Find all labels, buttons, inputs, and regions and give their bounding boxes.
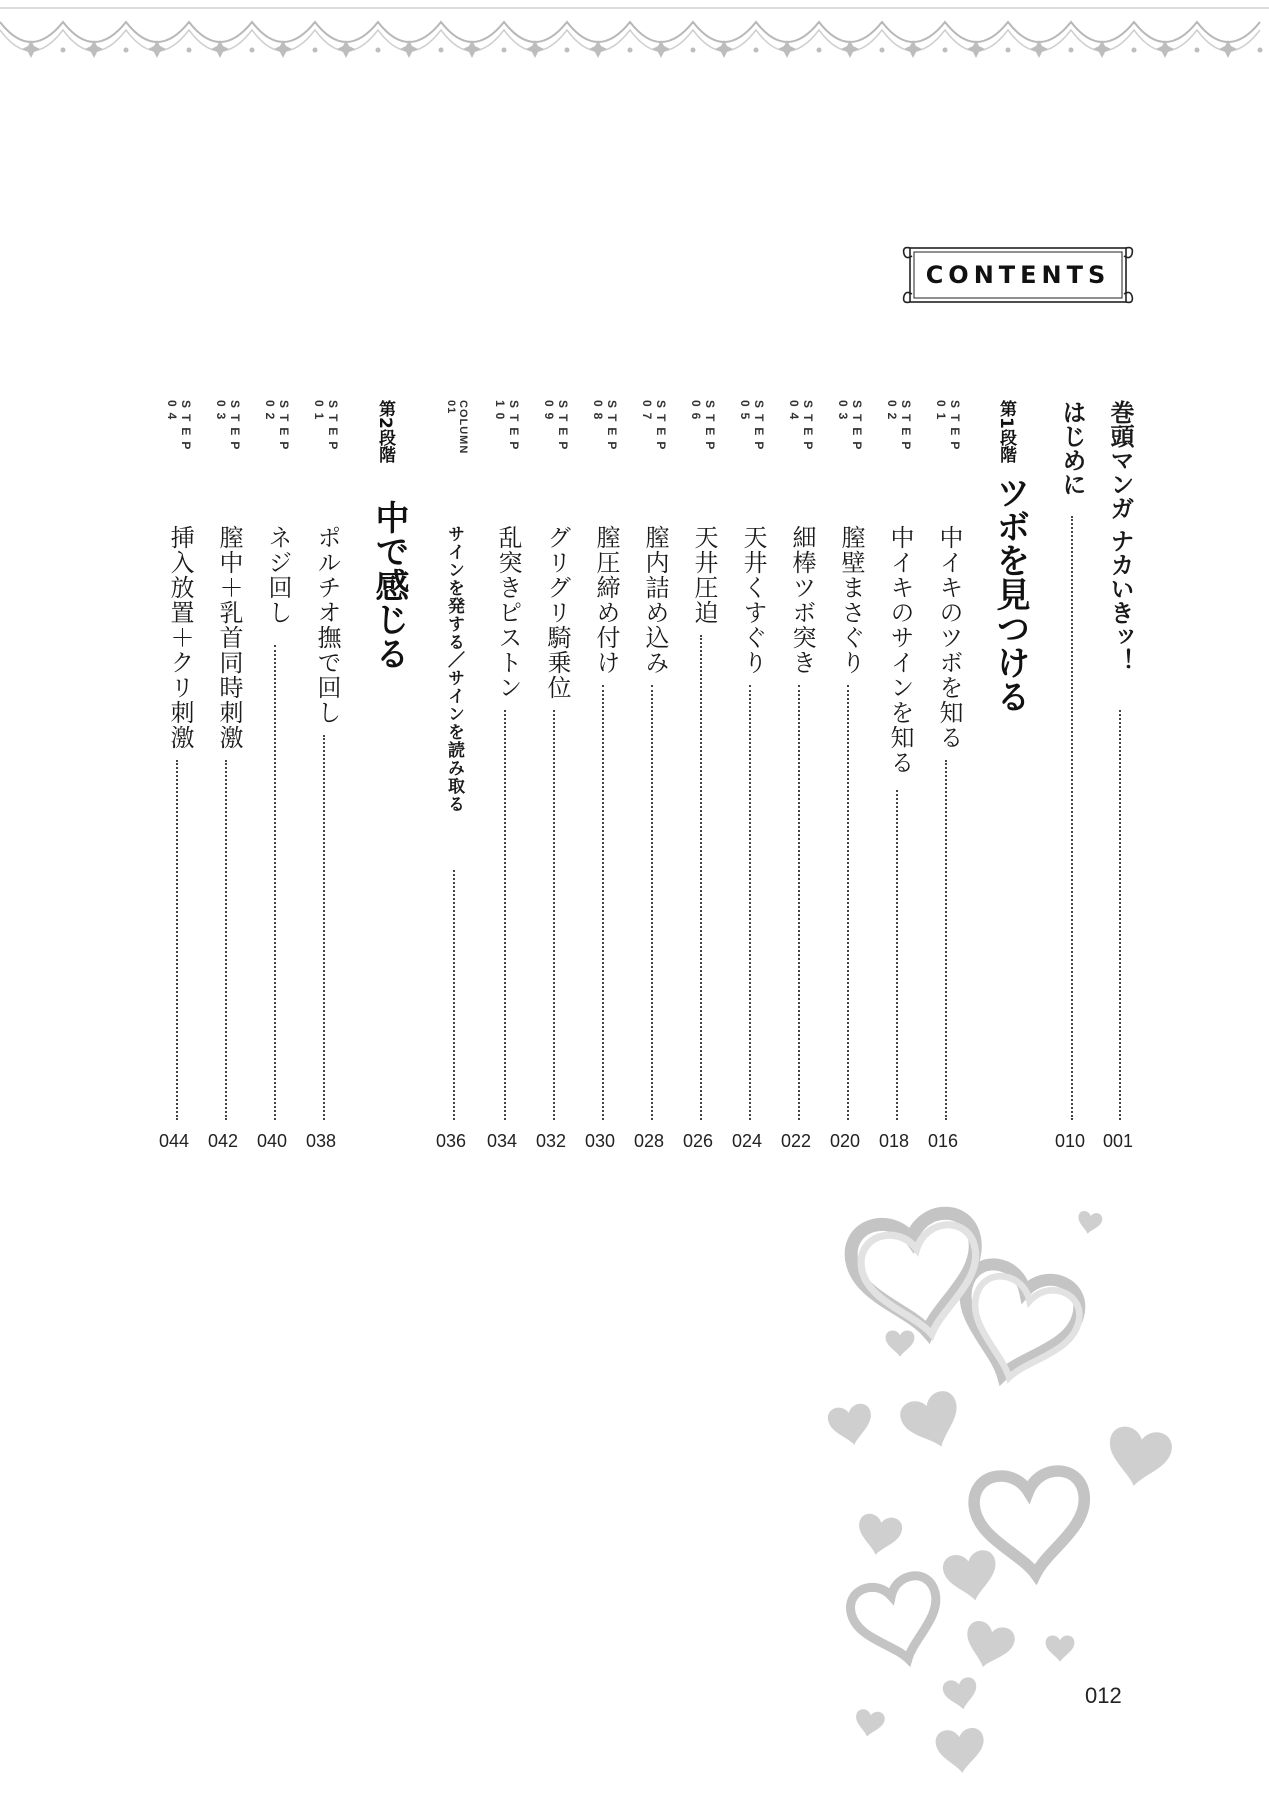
step-label: STEP 03 bbox=[836, 400, 864, 456]
step-label: STEP 02 bbox=[885, 400, 913, 456]
leader-dots bbox=[274, 645, 276, 1120]
toc-entry-page: 034 bbox=[487, 1131, 518, 1151]
leader-dots bbox=[651, 685, 653, 1120]
toc-entry-page: 042 bbox=[208, 1131, 239, 1151]
step-label: STEP 01 bbox=[312, 400, 340, 456]
step-label: STEP 07 bbox=[640, 400, 668, 456]
toc-entry-page: 022 bbox=[781, 1131, 812, 1151]
toc-entry-title: 細棒ツボ突き bbox=[788, 525, 816, 675]
step-label: STEP 04 bbox=[787, 400, 815, 456]
toc-entry-title: はじめに bbox=[1058, 400, 1086, 496]
decorative-top-border bbox=[0, 0, 1269, 80]
leader-dots bbox=[749, 685, 751, 1120]
toc-entry-title: 膣中＋乳首同時刺激 bbox=[215, 525, 243, 750]
section-2-title: 中で感じる bbox=[369, 500, 409, 670]
toc-entry-title: 巻頭マンガ ナカいきッ！ bbox=[1106, 400, 1134, 673]
toc-entry-page: 001 bbox=[1103, 1131, 1134, 1151]
step-label: STEP 09 bbox=[542, 400, 570, 456]
leader-dots bbox=[700, 635, 702, 1120]
toc-entry-title: ネジ回し bbox=[264, 525, 292, 625]
toc-entry-page: 026 bbox=[683, 1131, 714, 1151]
toc-entry-title: 中イキのサインを知る bbox=[886, 525, 914, 775]
toc-entry-page: 016 bbox=[928, 1131, 959, 1151]
step-label: STEP 10 bbox=[493, 400, 521, 456]
leader-dots bbox=[504, 710, 506, 1120]
leader-dots bbox=[553, 710, 555, 1120]
toc-entry-title: 乱突きピストン bbox=[494, 525, 522, 700]
leader-dots bbox=[896, 790, 898, 1120]
contents-header-frame bbox=[900, 240, 1136, 310]
leader-dots bbox=[602, 685, 604, 1120]
section-2-label: 第2段階 bbox=[375, 400, 395, 463]
toc-entry-page: 044 bbox=[159, 1131, 190, 1151]
section-1-label: 第1段階 bbox=[996, 400, 1016, 463]
leader-dots bbox=[1119, 710, 1121, 1120]
toc-entry-page: 010 bbox=[1055, 1131, 1086, 1151]
step-label: STEP 02 bbox=[263, 400, 291, 456]
step-label: STEP 01 bbox=[934, 400, 962, 456]
leader-dots bbox=[323, 735, 325, 1120]
toc-entry-page: 036 bbox=[436, 1131, 467, 1151]
toc-entry-page: 028 bbox=[634, 1131, 665, 1151]
decorative-hearts bbox=[820, 1190, 1180, 1780]
leader-dots bbox=[225, 760, 227, 1120]
step-label: STEP 06 bbox=[689, 400, 717, 456]
toc-entry-page: 032 bbox=[536, 1131, 567, 1151]
step-label: STEP 05 bbox=[738, 400, 766, 456]
step-label: STEP 03 bbox=[214, 400, 242, 456]
toc-entry-title: 膣壁まさぐり bbox=[837, 525, 865, 675]
toc-entry-title: 膣内詰め込み bbox=[641, 525, 669, 675]
column-label: COLUMN 01 bbox=[445, 400, 469, 455]
contents-title: CONTENTS bbox=[925, 261, 1111, 289]
toc-entry-page: 024 bbox=[732, 1131, 763, 1151]
leader-dots bbox=[945, 760, 947, 1120]
section-1-title: ツボを見つける bbox=[990, 475, 1030, 713]
page-number: 012 bbox=[1085, 1683, 1122, 1708]
toc-entry-title: 天井くすぐり bbox=[739, 525, 767, 675]
toc-entry-page: 030 bbox=[585, 1131, 616, 1151]
toc-entry-page: 020 bbox=[830, 1131, 861, 1151]
toc-entry-title: 天井圧迫 bbox=[690, 525, 718, 625]
toc-entry-title: サインを発する／サインを読み取る bbox=[444, 525, 464, 813]
toc-entry-title: ポルチオ撫で回し bbox=[313, 525, 341, 725]
toc-entry-page: 040 bbox=[257, 1131, 288, 1151]
toc-entry-title: 挿入放置＋クリ刺激 bbox=[166, 525, 194, 750]
toc-entry-title: 膣圧締め付け bbox=[592, 525, 620, 675]
leader-dots bbox=[798, 685, 800, 1120]
step-label: STEP 04 bbox=[165, 400, 193, 456]
toc-entry-title: グリグリ騎乗位 bbox=[543, 525, 571, 700]
toc-entry-page: 018 bbox=[879, 1131, 910, 1151]
leader-dots bbox=[1071, 516, 1073, 1120]
toc-entry-title: 中イキのツボを知る bbox=[935, 525, 963, 750]
leader-dots bbox=[453, 870, 455, 1120]
leader-dots bbox=[847, 685, 849, 1120]
step-label: STEP 08 bbox=[591, 400, 619, 456]
leader-dots bbox=[176, 760, 178, 1120]
toc-entry-page: 038 bbox=[306, 1131, 337, 1151]
